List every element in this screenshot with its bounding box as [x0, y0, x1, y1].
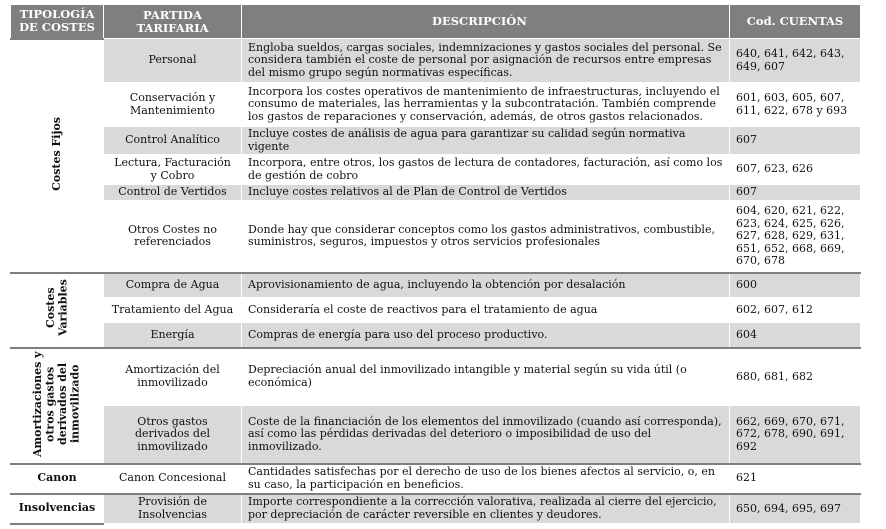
partida-cell: Tratamiento del Agua: [104, 298, 242, 323]
table-row: [11, 298, 861, 323]
group-label: Amortizaciones y otros gastos derivados del inmovilizado: [31, 350, 82, 457]
group-costes-variables: [11, 273, 104, 348]
table-row: [11, 83, 861, 127]
cuentas-cell: 600: [730, 273, 861, 298]
descripcion-cell: Donde hay que considerar conceptos como los gastos administrativos, combustible, suministros, seguros, impuestos y otros servicios profesionales: [242, 201, 730, 273]
group-label: Costes Variables: [43, 279, 69, 337]
descripcion-cell: Coste de la financiación de los elementos del inmovilizado (cuando así corresponda), así como las pérdidas derivadas del deterioro o imposibilidad de uso del inmovilizado.: [242, 406, 730, 464]
table-row: [11, 494, 861, 524]
cuentas-cell: 602, 607, 612: [730, 298, 861, 323]
header-descripcion: DESCRIPCIÓN: [242, 5, 730, 39]
header-partida: PARTIDA TARIFARIA: [104, 5, 242, 39]
descripcion-cell: Incluye costes relativos al de Plan de Control de Vertidos: [242, 185, 730, 201]
descripcion-cell: Cantidades satisfechas por el derecho de uso de los bienes afectos al servicio, o, en su caso, la participación en beneficios.: [242, 464, 730, 494]
cuentas-cell: 601, 603, 605, 607, 611, 622, 678 y 693: [730, 83, 861, 127]
table-row: [11, 323, 861, 348]
descripcion-cell: Engloba sueldos, cargas sociales, indemnizaciones y gastos sociales del personal. Se considera también el coste de personal por asignación de recursos entre empresas del mismo grupo según normativas específicas.: [242, 39, 730, 83]
cuentas-cell: 607: [730, 127, 861, 155]
header-row: [11, 5, 861, 39]
descripcion-cell: Incluye costes de análisis de agua para garantizar su calidad según normativa vigente: [242, 127, 730, 155]
descripcion-cell: Aprovisionamiento de agua, incluyendo la obtención por desalación: [242, 273, 730, 298]
descripcion-cell: Incorpora, entre otros, los gastos de lectura de contadores, facturación, así como los de gestión de cobro: [242, 155, 730, 185]
partida-cell: Personal: [104, 39, 242, 83]
table-row: [11, 39, 861, 83]
descripcion-cell: Depreciación anual del inmovilizado intangible y material según su vida útil (o económica): [242, 348, 730, 406]
cost-table-container: [10, 4, 860, 523]
group-insolvencias: [11, 494, 104, 524]
cost-typology-table: [10, 4, 861, 525]
header-tipologia: TIPOLOGÍA DE COSTES: [11, 5, 104, 39]
partida-cell: Otros gastos derivados del inmovilizado: [104, 406, 242, 464]
descripcion-cell: Importe correspondiente a la corrección valorativa, realizada al cierre del ejercicio, por depreciación de carácter reversible en clientes y deudores.: [242, 494, 730, 524]
partida-cell: Amortización del inmovilizado: [104, 348, 242, 406]
cuentas-cell: 650, 694, 695, 697: [730, 494, 861, 524]
cuentas-cell: 604, 620, 621, 622, 623, 624, 625, 626, 627, 628, 629, 631, 651, 652, 668, 669, 670, 678: [730, 201, 861, 273]
group-amortizaciones: [11, 348, 104, 464]
table-row: [11, 273, 861, 298]
table-row: [11, 185, 861, 201]
cuentas-cell: 662, 669, 670, 671, 672, 678, 690, 691, 692: [730, 406, 861, 464]
table-row: [11, 155, 861, 185]
table-row: [11, 406, 861, 464]
group-label: Insolvencias: [18, 501, 96, 515]
descripcion-cell: Consideraría el coste de reactivos para el tratamiento de agua: [242, 298, 730, 323]
group-costes-fijos: [11, 39, 104, 273]
cuentas-cell: 621: [730, 464, 861, 494]
partida-cell: Energía: [104, 323, 242, 348]
partida-cell: Compra de Agua: [104, 273, 242, 298]
header-cuentas: Cod. CUENTAS: [730, 5, 861, 39]
group-label: Costes Fijos: [49, 116, 63, 191]
descripcion-cell: Compras de energía para uso del proceso productivo.: [242, 323, 730, 348]
cuentas-cell: 640, 641, 642, 643, 649, 607: [730, 39, 861, 83]
partida-cell: Control de Vertidos: [104, 185, 242, 201]
group-canon: [11, 464, 104, 494]
table-row: [11, 127, 861, 155]
cuentas-cell: 607: [730, 185, 861, 201]
partida-cell: Otros Costes no referenciados: [104, 201, 242, 273]
group-label: Canon: [37, 471, 77, 485]
cuentas-cell: 680, 681, 682: [730, 348, 861, 406]
partida-cell: Lectura, Facturación y Cobro: [104, 155, 242, 185]
table-row: [11, 348, 861, 406]
cuentas-cell: 607, 623, 626: [730, 155, 861, 185]
table-row: [11, 201, 861, 273]
cuentas-cell: 604: [730, 323, 861, 348]
table-row: [11, 464, 861, 494]
partida-cell: Canon Concesional: [104, 464, 242, 494]
partida-cell: Provisión de Insolvencias: [104, 494, 242, 524]
partida-cell: Control Analítico: [104, 127, 242, 155]
descripcion-cell: Incorpora los costes operativos de mantenimiento de infraestructuras, incluyendo el consumo de materiales, las herramientas y la subcontratación. También comprende los gastos de reparaciones y conservación, además, de otros gastos relacionados.: [242, 83, 730, 127]
partida-cell: Conservación y Mantenimiento: [104, 83, 242, 127]
